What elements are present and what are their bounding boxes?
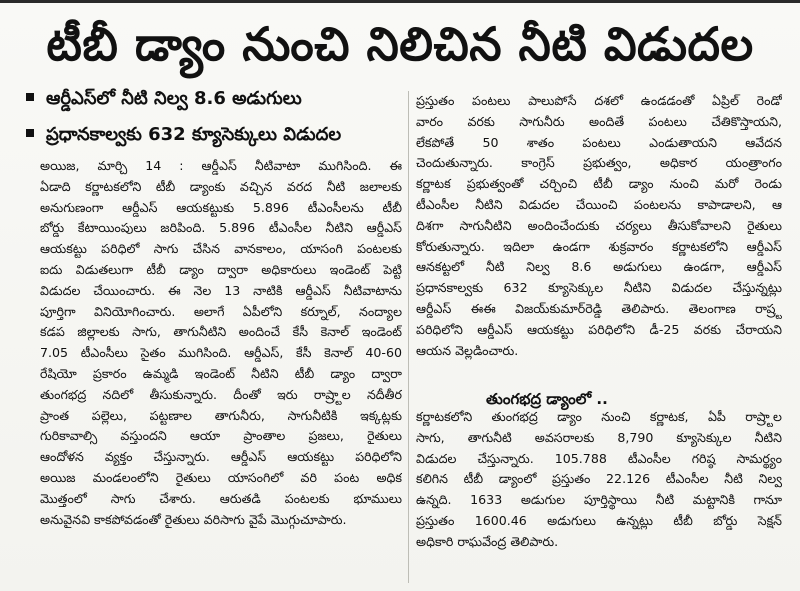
body-line: ఆయకట్టు పరిధిలో సాగు చేసిన వానకాలం, యాసంగి పంటలకు <box>40 241 402 257</box>
body-line: ప్రస్తుతం పంటలు పాలుపోసే దశలో ఉండడంతో ఏప్రిల్ రెండో <box>416 93 782 108</box>
article-headline: టీబీ డ్యాం నుంచి నిలిచిన నీటి విడుదల <box>46 17 754 71</box>
body-line: ప్రాంత పల్లెలు, పట్టణాల తాగునీరు, సాగునీటికి ఇక్కట్లకు <box>40 407 402 423</box>
body-line: దిశగా సాగునీటిని అందించేందుకు చర్యలు తీసుకోవాలని రైతులు <box>416 217 782 233</box>
body-line: అనుగుణంగా ఆర్డీఎస్ ఆయకట్టుకు 5.896 టీఎంసీలను టీబీ <box>40 199 402 215</box>
body-line: పూర్తిగా వినియోగించారు. అలాగే ఏపీలోని కర్నూల్, నంద్యాల <box>40 303 402 319</box>
body-line: అయిజ మండలంలోని రైతులు యాసంగిలో వరి పంట అధిక <box>40 469 402 485</box>
body-line: వారం వరకు సాగునీరు అందితే పంటలు చేతికొస్తాయని, <box>416 113 782 129</box>
body-line: అధికారి రాఘవేంద్ర తెలిపారు. <box>416 533 559 549</box>
body-line: రేషియో ప్రకారం ఉమ్మడి ఇండెంట్ నీటిని టీబీ డ్యాం ద్వారా <box>40 365 402 381</box>
body-line: ప్రధానకాల్వకు 632 క్యూసెక్కుల నీటిని విడుదల చేస్తున్నట్లు <box>416 280 782 296</box>
body-line: కడప జిల్లాలకు సాగు, తాగునీటిని అందించే కేసీ కెనాల్ ఇండెంట్ <box>40 324 402 340</box>
body-line: పరిధిలోని ఆర్డీఎస్ ఆయకట్టు పరిధిలోని డీ-25 వరకు చేరాయని <box>416 321 782 337</box>
section-subheading: తుంగభద్ర డ్యాంలో .. <box>486 390 608 408</box>
bullet-square-icon <box>26 129 34 137</box>
body-line: కలిగిన టీబీ డ్యాంలో ప్రస్తుతం 22.126 టీఎంసీల నీటి నిల్వ <box>416 471 782 487</box>
column-divider <box>408 91 409 583</box>
left-column <box>40 156 402 530</box>
body-line: అయిజ, మార్చి 14 : ఆర్డీఎస్ నీటివాటా ముగిసింది. ఈ <box>40 158 402 173</box>
body-line: కర్ణాటకలోని తుంగభద్ర డ్యాం నుంచి కర్ణాటక, ఏపీ రాష్ర్టాల <box>416 409 782 424</box>
right-column-bottom <box>416 407 782 553</box>
body-line: బోర్డు కేటాయింపులు జరిపింది. 5.896 టీఎంసీల నీటిని ఆర్డీఎస్ <box>40 220 402 236</box>
body-line: గురికావాల్సి వస్తుందని ఆయా ప్రాంతాల ప్రజలు, రైతులు <box>40 428 402 444</box>
body-line: కర్ణాటక ప్రభుత్వంతో చర్చించి టీబీ డ్యాం నుంచి మరో రెండు <box>416 176 782 192</box>
body-line: ఆందోళన వ్యక్తం చేస్తున్నారు. ఆర్డీఎస్ ఆయకట్టు పరిధిలోని <box>40 449 402 465</box>
subheading-1 <box>26 87 302 111</box>
body-line: సాగు, తాగునీటి అవసరాలకు 8,790 క్యూసెక్కుల నీటిని <box>416 429 782 445</box>
subheading-1-text: ఆర్డీఎస్‌లో నీటి నిల్వ 8.6 అడుగులు <box>46 88 302 109</box>
body-line: లేకపోతే 50 శాతం పంటలు ఎండుతాయని ఆవేదన <box>416 134 782 150</box>
body-line: ఆనకట్టలో నీటి నిల్వ 8.6 అడుగులు ఉండగా, ఆర్డీఎస్ <box>416 259 782 275</box>
body-line: విడుదల చేయించారు. ఈ నెల 13 నాటికి ఆర్డీఎస్ నీటివాటాను <box>40 282 402 298</box>
body-line: టీఎంసీల నీటిని విడుదల చేయించి పంటలను కాపాడాలని, ఆ <box>416 196 782 212</box>
subheading-2-text: ప్రధానకాల్వకు 632 క్యూసెక్కులు విడుదల <box>46 124 342 145</box>
body-line: ఉన్నది. 1633 అడుగుల పూర్తిస్థాయి నీటి మట్టానికి గానూ <box>416 492 782 508</box>
bullet-square-icon <box>26 93 34 101</box>
body-line: మొత్తంలో సాగు చేశారు. ఆరుతడి పంటలకు భూములు <box>40 490 402 506</box>
body-line: ప్రస్తుతం 1600.46 అడుగులు ఉన్నట్లు టీబీ బోర్డు సెక్షన్ <box>416 512 782 528</box>
right-column-top <box>416 91 782 361</box>
body-line: ఆర్డీఎస్ ఈఈ విజయ్‌కుమార్‌రెడ్డి తెలిపారు. తెలంగాణ రాష్ర్ట <box>416 300 782 316</box>
body-line: ఐదు విడుతలుగా టీబీ డ్యాం ద్వారా అధికారులు ఇండెంట్ పెట్టి <box>40 261 402 277</box>
body-line: తుంగభద్ర నదిలో తీసుకున్నారు. దీంతో ఇరు రాష్ర్టాల నదీతీర <box>40 386 402 402</box>
body-line: ఆయన వెల్లడించారు. <box>416 342 519 358</box>
body-line: చెందుతున్నారు. కాంగ్రెస్ ప్రభుత్వం, అధికార యంత్రాంగం <box>416 155 782 171</box>
body-line: 7.05 టీఎంసీలు సైతం ముగిసింది. ఆర్డీఎస్, కేసీ కెనాల్ 40-60 <box>40 345 402 361</box>
subheading-2 <box>26 123 341 147</box>
body-line: అనువైనవి కాకపోవడంతో రైతులు వరిసాగు వైపే మొగ్గుచూపారు. <box>40 511 347 527</box>
body-line: కోరుతున్నారు. ఇదిలా ఉండగా శుక్రవారం కర్ణాటకలోని ఆర్డీఎస్ <box>416 238 782 254</box>
body-line: ఏడాది కర్ణాటకలోని టీబీ డ్యాంకు వచ్చిన వరద నీటి జలాలకు <box>40 178 402 194</box>
body-line: విడుదల చేస్తున్నారు. 105.788 టీఎంసీల గరిష్ఠ సామర్థ్యం <box>416 450 782 466</box>
